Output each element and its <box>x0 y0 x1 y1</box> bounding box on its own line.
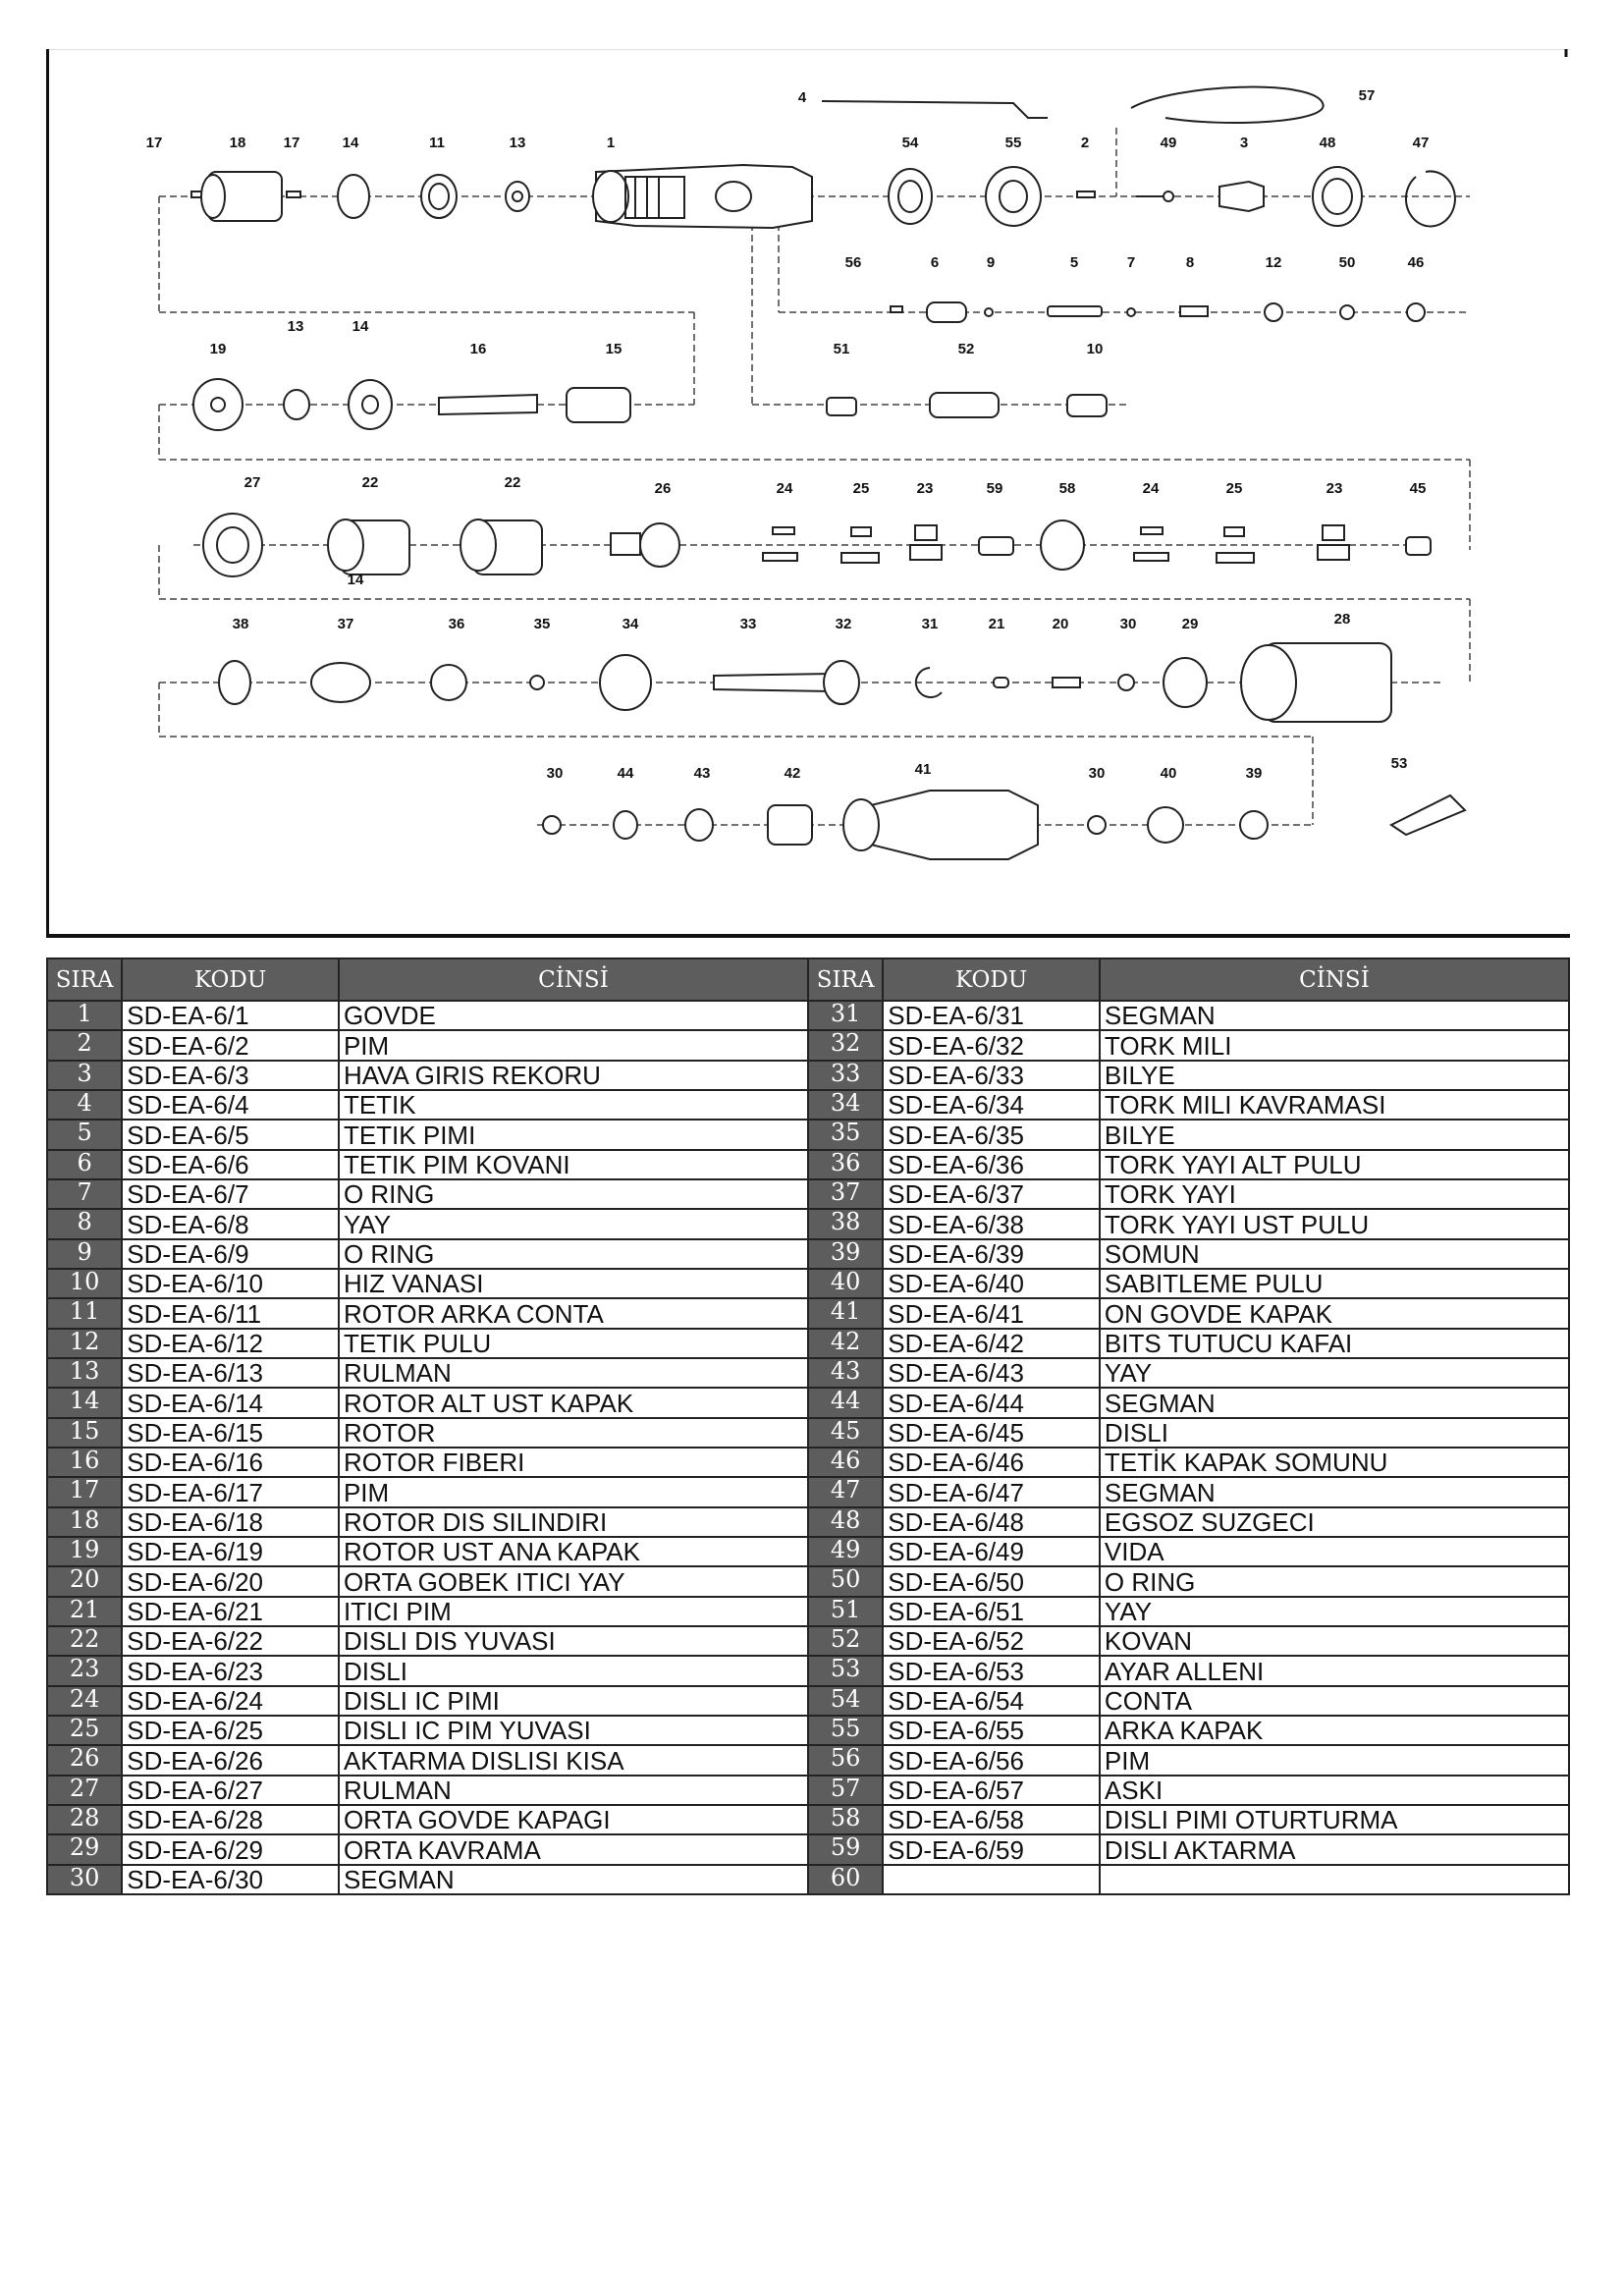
callout-label: 7 <box>1126 254 1136 271</box>
cell-cinsi-2: YAY <box>1100 1358 1569 1388</box>
cell-cinsi-2: KOVAN <box>1100 1626 1569 1656</box>
cell-sira-2: 47 <box>808 1477 883 1506</box>
cell-kodu-2: SD-EA-6/48 <box>883 1507 1100 1537</box>
table-row <box>47 1358 1569 1388</box>
cell-sira: 2 <box>47 1030 122 1060</box>
callout-label: 23 <box>916 480 934 497</box>
cell-cinsi: ORTA GOVDE KAPAGI <box>339 1805 808 1834</box>
cell-cinsi: ROTOR ARKA CONTA <box>339 1298 808 1328</box>
cell-kodu-2: SD-EA-6/46 <box>883 1448 1100 1477</box>
cell-cinsi: GOVDE <box>339 1001 808 1030</box>
callout-label: 25 <box>852 480 870 497</box>
cell-sira: 24 <box>47 1686 122 1716</box>
callout-label: 2 <box>1080 135 1090 151</box>
callout-label: 26 <box>654 480 672 497</box>
cell-cinsi-2: TORK YAYI ALT PULU <box>1100 1150 1569 1179</box>
cell-cinsi-2: DISLI <box>1100 1418 1569 1448</box>
cell-cinsi: DISLI DIS YUVASI <box>339 1626 808 1656</box>
cell-cinsi: RULMAN <box>339 1358 808 1388</box>
callout-label: 51 <box>833 341 850 357</box>
callout-label: 56 <box>844 254 862 271</box>
cell-kodu-2: SD-EA-6/44 <box>883 1388 1100 1417</box>
cell-sira: 1 <box>47 1001 122 1030</box>
cell-kodu-2: SD-EA-6/56 <box>883 1745 1100 1775</box>
cell-cinsi-2: TETİK KAPAK SOMUNU <box>1100 1448 1569 1477</box>
callout-label: 22 <box>504 474 521 491</box>
callout-label: 4 <box>797 89 807 106</box>
cell-cinsi: O RING <box>339 1179 808 1209</box>
table-row <box>47 1418 1569 1448</box>
parts-table <box>46 957 1570 1895</box>
callout-label: 15 <box>605 341 623 357</box>
cell-sira-2: 52 <box>808 1626 883 1656</box>
callout-label: 24 <box>776 480 793 497</box>
header-kodu-2: KODU <box>883 958 1100 1001</box>
table-row <box>47 1507 1569 1537</box>
cell-kodu: SD-EA-6/27 <box>122 1776 339 1805</box>
table-row <box>47 1597 1569 1626</box>
callout-label: 32 <box>835 616 852 632</box>
table-row <box>47 1269 1569 1298</box>
table-row <box>47 1001 1569 1030</box>
cell-sira-2: 32 <box>808 1030 883 1060</box>
callout-label: 47 <box>1412 135 1430 151</box>
cell-kodu-2: SD-EA-6/57 <box>883 1776 1100 1805</box>
table-row <box>47 1626 1569 1656</box>
table-header-row <box>47 958 1569 1001</box>
cell-cinsi-2: ON GOVDE KAPAK <box>1100 1298 1569 1328</box>
callout-label: 24 <box>1142 480 1160 497</box>
table-row <box>47 1656 1569 1685</box>
cell-kodu: SD-EA-6/10 <box>122 1269 339 1298</box>
table-row <box>47 1745 1569 1775</box>
callout-label: 13 <box>509 135 526 151</box>
cell-sira: 25 <box>47 1716 122 1745</box>
cell-sira: 7 <box>47 1179 122 1209</box>
cell-cinsi: PIM <box>339 1477 808 1506</box>
cell-sira: 11 <box>47 1298 122 1328</box>
callout-label: 50 <box>1338 254 1356 271</box>
cell-kodu: SD-EA-6/13 <box>122 1358 339 1388</box>
cell-kodu: SD-EA-6/6 <box>122 1150 339 1179</box>
cell-cinsi-2 <box>1100 1865 1569 1894</box>
cell-cinsi: TETIK PULU <box>339 1329 808 1358</box>
table-row <box>47 1566 1569 1596</box>
cell-cinsi-2: TORK YAYI <box>1100 1179 1569 1209</box>
cell-cinsi: ORTA KAVRAMA <box>339 1834 808 1864</box>
cell-sira-2: 51 <box>808 1597 883 1626</box>
callout-label: 12 <box>1265 254 1282 271</box>
table-row <box>47 1865 1569 1894</box>
callout-label: 11 <box>429 135 445 151</box>
callout-label: 10 <box>1086 341 1104 357</box>
cell-kodu: SD-EA-6/5 <box>122 1120 339 1149</box>
callout-label: 17 <box>283 135 300 151</box>
table-row <box>47 1776 1569 1805</box>
cell-cinsi-2: TORK YAYI UST PULU <box>1100 1209 1569 1238</box>
cell-cinsi-2: SEGMAN <box>1100 1477 1569 1506</box>
cell-cinsi: SEGMAN <box>339 1865 808 1894</box>
cell-kodu: SD-EA-6/8 <box>122 1209 339 1238</box>
callout-label: 14 <box>352 318 369 335</box>
callout-label: 18 <box>229 135 246 151</box>
callout-label: 54 <box>901 135 919 151</box>
cell-sira: 5 <box>47 1120 122 1149</box>
cell-kodu-2: SD-EA-6/50 <box>883 1566 1100 1596</box>
callout-label: 36 <box>448 616 465 632</box>
callout-label: 44 <box>617 765 634 782</box>
callout-label: 59 <box>986 480 1003 497</box>
table-row <box>47 1150 1569 1179</box>
cell-kodu-2: SD-EA-6/36 <box>883 1150 1100 1179</box>
cell-cinsi-2: ARKA KAPAK <box>1100 1716 1569 1745</box>
cell-sira: 28 <box>47 1805 122 1834</box>
cell-sira: 19 <box>47 1537 122 1566</box>
cell-cinsi-2: O RING <box>1100 1566 1569 1596</box>
cell-sira-2: 45 <box>808 1418 883 1448</box>
cell-sira-2: 56 <box>808 1745 883 1775</box>
cell-sira: 30 <box>47 1865 122 1894</box>
header-sira-2: SIRA <box>808 958 883 1001</box>
cell-kodu: SD-EA-6/4 <box>122 1090 339 1120</box>
cell-sira: 14 <box>47 1388 122 1417</box>
cell-cinsi: ITICI PIM <box>339 1597 808 1626</box>
cell-sira-2: 36 <box>808 1150 883 1179</box>
cell-sira: 9 <box>47 1239 122 1269</box>
cell-cinsi: AKTARMA DISLISI KISA <box>339 1745 808 1775</box>
cell-sira-2: 38 <box>808 1209 883 1238</box>
callout-label: 14 <box>342 135 359 151</box>
cell-cinsi-2: DISLI AKTARMA <box>1100 1834 1569 1864</box>
parts-table-body <box>47 1001 1569 1894</box>
callout-label: 5 <box>1069 254 1079 271</box>
cell-cinsi-2: TORK MILI KAVRAMASI <box>1100 1090 1569 1120</box>
cell-kodu-2: SD-EA-6/33 <box>883 1061 1100 1090</box>
cell-sira: 10 <box>47 1269 122 1298</box>
callout-label: 3 <box>1239 135 1249 151</box>
callout-label: 17 <box>145 135 163 151</box>
cell-cinsi: ROTOR UST ANA KAPAK <box>339 1537 808 1566</box>
callout-label: 6 <box>930 254 940 271</box>
cell-kodu-2: SD-EA-6/35 <box>883 1120 1100 1149</box>
cell-kodu: SD-EA-6/17 <box>122 1477 339 1506</box>
callout-label: 48 <box>1319 135 1336 151</box>
cell-kodu: SD-EA-6/30 <box>122 1865 339 1894</box>
cell-kodu: SD-EA-6/14 <box>122 1388 339 1417</box>
cell-kodu-2: SD-EA-6/59 <box>883 1834 1100 1864</box>
cell-sira: 13 <box>47 1358 122 1388</box>
cell-sira: 12 <box>47 1329 122 1358</box>
cell-kodu-2: SD-EA-6/47 <box>883 1477 1100 1506</box>
cell-sira: 21 <box>47 1597 122 1626</box>
callout-label: 30 <box>1119 616 1137 632</box>
cell-kodu-2: SD-EA-6/54 <box>883 1686 1100 1716</box>
cell-kodu: SD-EA-6/3 <box>122 1061 339 1090</box>
callout-label: 1 <box>606 135 616 151</box>
callout-label: 30 <box>546 765 564 782</box>
table-row <box>47 1298 1569 1328</box>
header-cinsi: CİNSİ <box>339 958 808 1001</box>
callout-label: 28 <box>1333 611 1351 628</box>
cell-sira: 18 <box>47 1507 122 1537</box>
cell-cinsi: YAY <box>339 1209 808 1238</box>
callout-label: 40 <box>1160 765 1177 782</box>
cell-sira: 23 <box>47 1656 122 1685</box>
callout-label: 45 <box>1409 480 1427 497</box>
callout-label: 43 <box>693 765 711 782</box>
cell-sira-2: 49 <box>808 1537 883 1566</box>
callout-label: 55 <box>1004 135 1022 151</box>
cell-kodu-2 <box>883 1865 1100 1894</box>
cell-kodu: SD-EA-6/19 <box>122 1537 339 1566</box>
callout-label: 38 <box>232 616 249 632</box>
cell-kodu-2: SD-EA-6/42 <box>883 1329 1100 1358</box>
cell-kodu: SD-EA-6/26 <box>122 1745 339 1775</box>
header-cinsi-2: CİNSİ <box>1100 958 1569 1001</box>
callout-label: 53 <box>1390 755 1408 772</box>
cell-sira: 17 <box>47 1477 122 1506</box>
table-row <box>47 1209 1569 1238</box>
cell-sira: 22 <box>47 1626 122 1656</box>
callout-label: 21 <box>988 616 1005 632</box>
callout-label: 19 <box>209 341 227 357</box>
table-row <box>47 1686 1569 1716</box>
callout-label: 9 <box>986 254 996 271</box>
cell-sira-2: 31 <box>808 1001 883 1030</box>
cell-cinsi-2: BILYE <box>1100 1061 1569 1090</box>
cell-cinsi-2: SEGMAN <box>1100 1001 1569 1030</box>
callout-label: 23 <box>1326 480 1343 497</box>
cell-sira-2: 54 <box>808 1686 883 1716</box>
cell-cinsi-2: AYAR ALLENI <box>1100 1656 1569 1685</box>
cell-sira-2: 58 <box>808 1805 883 1834</box>
cell-kodu-2: SD-EA-6/39 <box>883 1239 1100 1269</box>
cell-sira-2: 42 <box>808 1329 883 1358</box>
cell-cinsi: HAVA GIRIS REKORU <box>339 1061 808 1090</box>
cell-sira: 26 <box>47 1745 122 1775</box>
cell-kodu: SD-EA-6/24 <box>122 1686 339 1716</box>
cell-sira-2: 39 <box>808 1239 883 1269</box>
callout-label: 8 <box>1185 254 1195 271</box>
table-row <box>47 1239 1569 1269</box>
cell-cinsi: DISLI IC PIMI <box>339 1686 808 1716</box>
cell-sira: 29 <box>47 1834 122 1864</box>
cell-sira-2: 48 <box>808 1507 883 1537</box>
cell-kodu: SD-EA-6/7 <box>122 1179 339 1209</box>
cell-sira: 20 <box>47 1566 122 1596</box>
cell-cinsi: DISLI IC PIM YUVASI <box>339 1716 808 1745</box>
cell-sira: 27 <box>47 1776 122 1805</box>
cell-sira: 4 <box>47 1090 122 1120</box>
cell-sira-2: 37 <box>808 1179 883 1209</box>
cell-sira-2: 55 <box>808 1716 883 1745</box>
cell-kodu-2: SD-EA-6/34 <box>883 1090 1100 1120</box>
cell-kodu-2: SD-EA-6/53 <box>883 1656 1100 1685</box>
cell-cinsi: ROTOR <box>339 1418 808 1448</box>
callout-label: 34 <box>622 616 639 632</box>
table-row <box>47 1716 1569 1745</box>
cell-kodu-2: SD-EA-6/58 <box>883 1805 1100 1834</box>
cell-kodu-2: SD-EA-6/32 <box>883 1030 1100 1060</box>
cell-kodu: SD-EA-6/9 <box>122 1239 339 1269</box>
cell-cinsi-2: CONTA <box>1100 1686 1569 1716</box>
cell-cinsi-2: SEGMAN <box>1100 1388 1569 1417</box>
cell-kodu: SD-EA-6/23 <box>122 1656 339 1685</box>
cell-cinsi: TETIK PIM KOVANI <box>339 1150 808 1179</box>
cell-kodu: SD-EA-6/2 <box>122 1030 339 1060</box>
cell-kodu-2: SD-EA-6/40 <box>883 1269 1100 1298</box>
table-row <box>47 1448 1569 1477</box>
callout-label: 46 <box>1407 254 1425 271</box>
cell-cinsi-2: TORK MILI <box>1100 1030 1569 1060</box>
cell-kodu: SD-EA-6/11 <box>122 1298 339 1328</box>
cell-kodu-2: SD-EA-6/55 <box>883 1716 1100 1745</box>
cell-sira: 16 <box>47 1448 122 1477</box>
exploded-parts-diagram <box>46 49 1570 938</box>
cell-sira: 3 <box>47 1061 122 1090</box>
cell-cinsi-2: YAY <box>1100 1597 1569 1626</box>
cell-cinsi-2: EGSOZ SUZGECI <box>1100 1507 1569 1537</box>
cell-sira-2: 50 <box>808 1566 883 1596</box>
cell-sira-2: 35 <box>808 1120 883 1149</box>
cell-sira-2: 46 <box>808 1448 883 1477</box>
callout-label: 41 <box>914 761 932 778</box>
cell-cinsi-2: PIM <box>1100 1745 1569 1775</box>
cell-kodu: SD-EA-6/29 <box>122 1834 339 1864</box>
table-row <box>47 1834 1569 1864</box>
cell-cinsi: TETIK <box>339 1090 808 1120</box>
cell-sira: 15 <box>47 1418 122 1448</box>
cell-kodu-2: SD-EA-6/38 <box>883 1209 1100 1238</box>
diagram-drawing <box>46 49 1570 938</box>
table-row <box>47 1477 1569 1506</box>
cell-sira-2: 41 <box>808 1298 883 1328</box>
cell-cinsi: ORTA GOBEK ITICI YAY <box>339 1566 808 1596</box>
cell-cinsi: ROTOR DIS SILINDIRI <box>339 1507 808 1537</box>
cell-sira-2: 33 <box>808 1061 883 1090</box>
header-sira: SIRA <box>47 958 122 1001</box>
cell-cinsi: ROTOR ALT UST KAPAK <box>339 1388 808 1417</box>
cell-kodu: SD-EA-6/15 <box>122 1418 339 1448</box>
cell-kodu: SD-EA-6/20 <box>122 1566 339 1596</box>
cell-cinsi-2: ASKI <box>1100 1776 1569 1805</box>
callout-label: 49 <box>1160 135 1177 151</box>
callout-label: 42 <box>784 765 801 782</box>
callout-label: 58 <box>1058 480 1076 497</box>
table-row <box>47 1805 1569 1834</box>
table-row <box>47 1329 1569 1358</box>
cell-sira: 8 <box>47 1209 122 1238</box>
cell-kodu: SD-EA-6/28 <box>122 1805 339 1834</box>
cell-kodu: SD-EA-6/16 <box>122 1448 339 1477</box>
cell-cinsi: ROTOR FIBERI <box>339 1448 808 1477</box>
table-row <box>47 1179 1569 1209</box>
callout-label: 37 <box>337 616 354 632</box>
callout-label: 22 <box>361 474 379 491</box>
table-row <box>47 1537 1569 1566</box>
cell-kodu: SD-EA-6/1 <box>122 1001 339 1030</box>
cell-sira-2: 40 <box>808 1269 883 1298</box>
cell-cinsi-2: DISLI PIMI OTURTURMA <box>1100 1805 1569 1834</box>
table-row <box>47 1030 1569 1060</box>
callout-label: 33 <box>739 616 757 632</box>
callout-label: 30 <box>1088 765 1106 782</box>
cell-cinsi: TETIK PIMI <box>339 1120 808 1149</box>
cell-cinsi: O RING <box>339 1239 808 1269</box>
cell-sira-2: 59 <box>808 1834 883 1864</box>
header-kodu: KODU <box>122 958 339 1001</box>
table-row <box>47 1090 1569 1120</box>
cell-kodu-2: SD-EA-6/45 <box>883 1418 1100 1448</box>
cell-kodu-2: SD-EA-6/41 <box>883 1298 1100 1328</box>
cell-cinsi: PIM <box>339 1030 808 1060</box>
cell-cinsi-2: BITS TUTUCU KAFAI <box>1100 1329 1569 1358</box>
callout-label: 27 <box>244 474 261 491</box>
cell-kodu: SD-EA-6/22 <box>122 1626 339 1656</box>
cell-kodu-2: SD-EA-6/52 <box>883 1626 1100 1656</box>
cell-sira-2: 60 <box>808 1865 883 1894</box>
cell-sira-2: 34 <box>808 1090 883 1120</box>
callout-label: 57 <box>1358 87 1376 104</box>
cell-kodu-2: SD-EA-6/51 <box>883 1597 1100 1626</box>
table-row <box>47 1061 1569 1090</box>
cell-sira: 6 <box>47 1150 122 1179</box>
cell-kodu: SD-EA-6/21 <box>122 1597 339 1626</box>
callout-label: 52 <box>957 341 975 357</box>
callout-label: 25 <box>1225 480 1243 497</box>
callout-label: 31 <box>921 616 939 632</box>
cell-cinsi-2: VIDA <box>1100 1537 1569 1566</box>
cell-cinsi: RULMAN <box>339 1776 808 1805</box>
cell-sira-2: 44 <box>808 1388 883 1417</box>
callout-label: 16 <box>469 341 487 357</box>
cell-kodu-2: SD-EA-6/43 <box>883 1358 1100 1388</box>
cell-kodu: SD-EA-6/25 <box>122 1716 339 1745</box>
cell-sira-2: 57 <box>808 1776 883 1805</box>
cell-cinsi: DISLI <box>339 1656 808 1685</box>
table-row <box>47 1120 1569 1149</box>
cell-kodu-2: SD-EA-6/31 <box>883 1001 1100 1030</box>
cell-cinsi-2: BILYE <box>1100 1120 1569 1149</box>
callout-label: 29 <box>1181 616 1199 632</box>
callout-label: 13 <box>287 318 304 335</box>
cell-sira-2: 53 <box>808 1656 883 1685</box>
cell-kodu-2: SD-EA-6/37 <box>883 1179 1100 1209</box>
callout-label: 20 <box>1052 616 1069 632</box>
cell-kodu: SD-EA-6/18 <box>122 1507 339 1537</box>
cell-cinsi: HIZ VANASI <box>339 1269 808 1298</box>
cell-kodu: SD-EA-6/12 <box>122 1329 339 1358</box>
cell-cinsi-2: SABITLEME PULU <box>1100 1269 1569 1298</box>
table-row <box>47 1388 1569 1417</box>
callout-label: 14 <box>347 572 364 588</box>
callout-label: 35 <box>533 616 551 632</box>
cell-kodu-2: SD-EA-6/49 <box>883 1537 1100 1566</box>
cell-cinsi-2: SOMUN <box>1100 1239 1569 1269</box>
cell-sira-2: 43 <box>808 1358 883 1388</box>
callout-label: 39 <box>1245 765 1263 782</box>
